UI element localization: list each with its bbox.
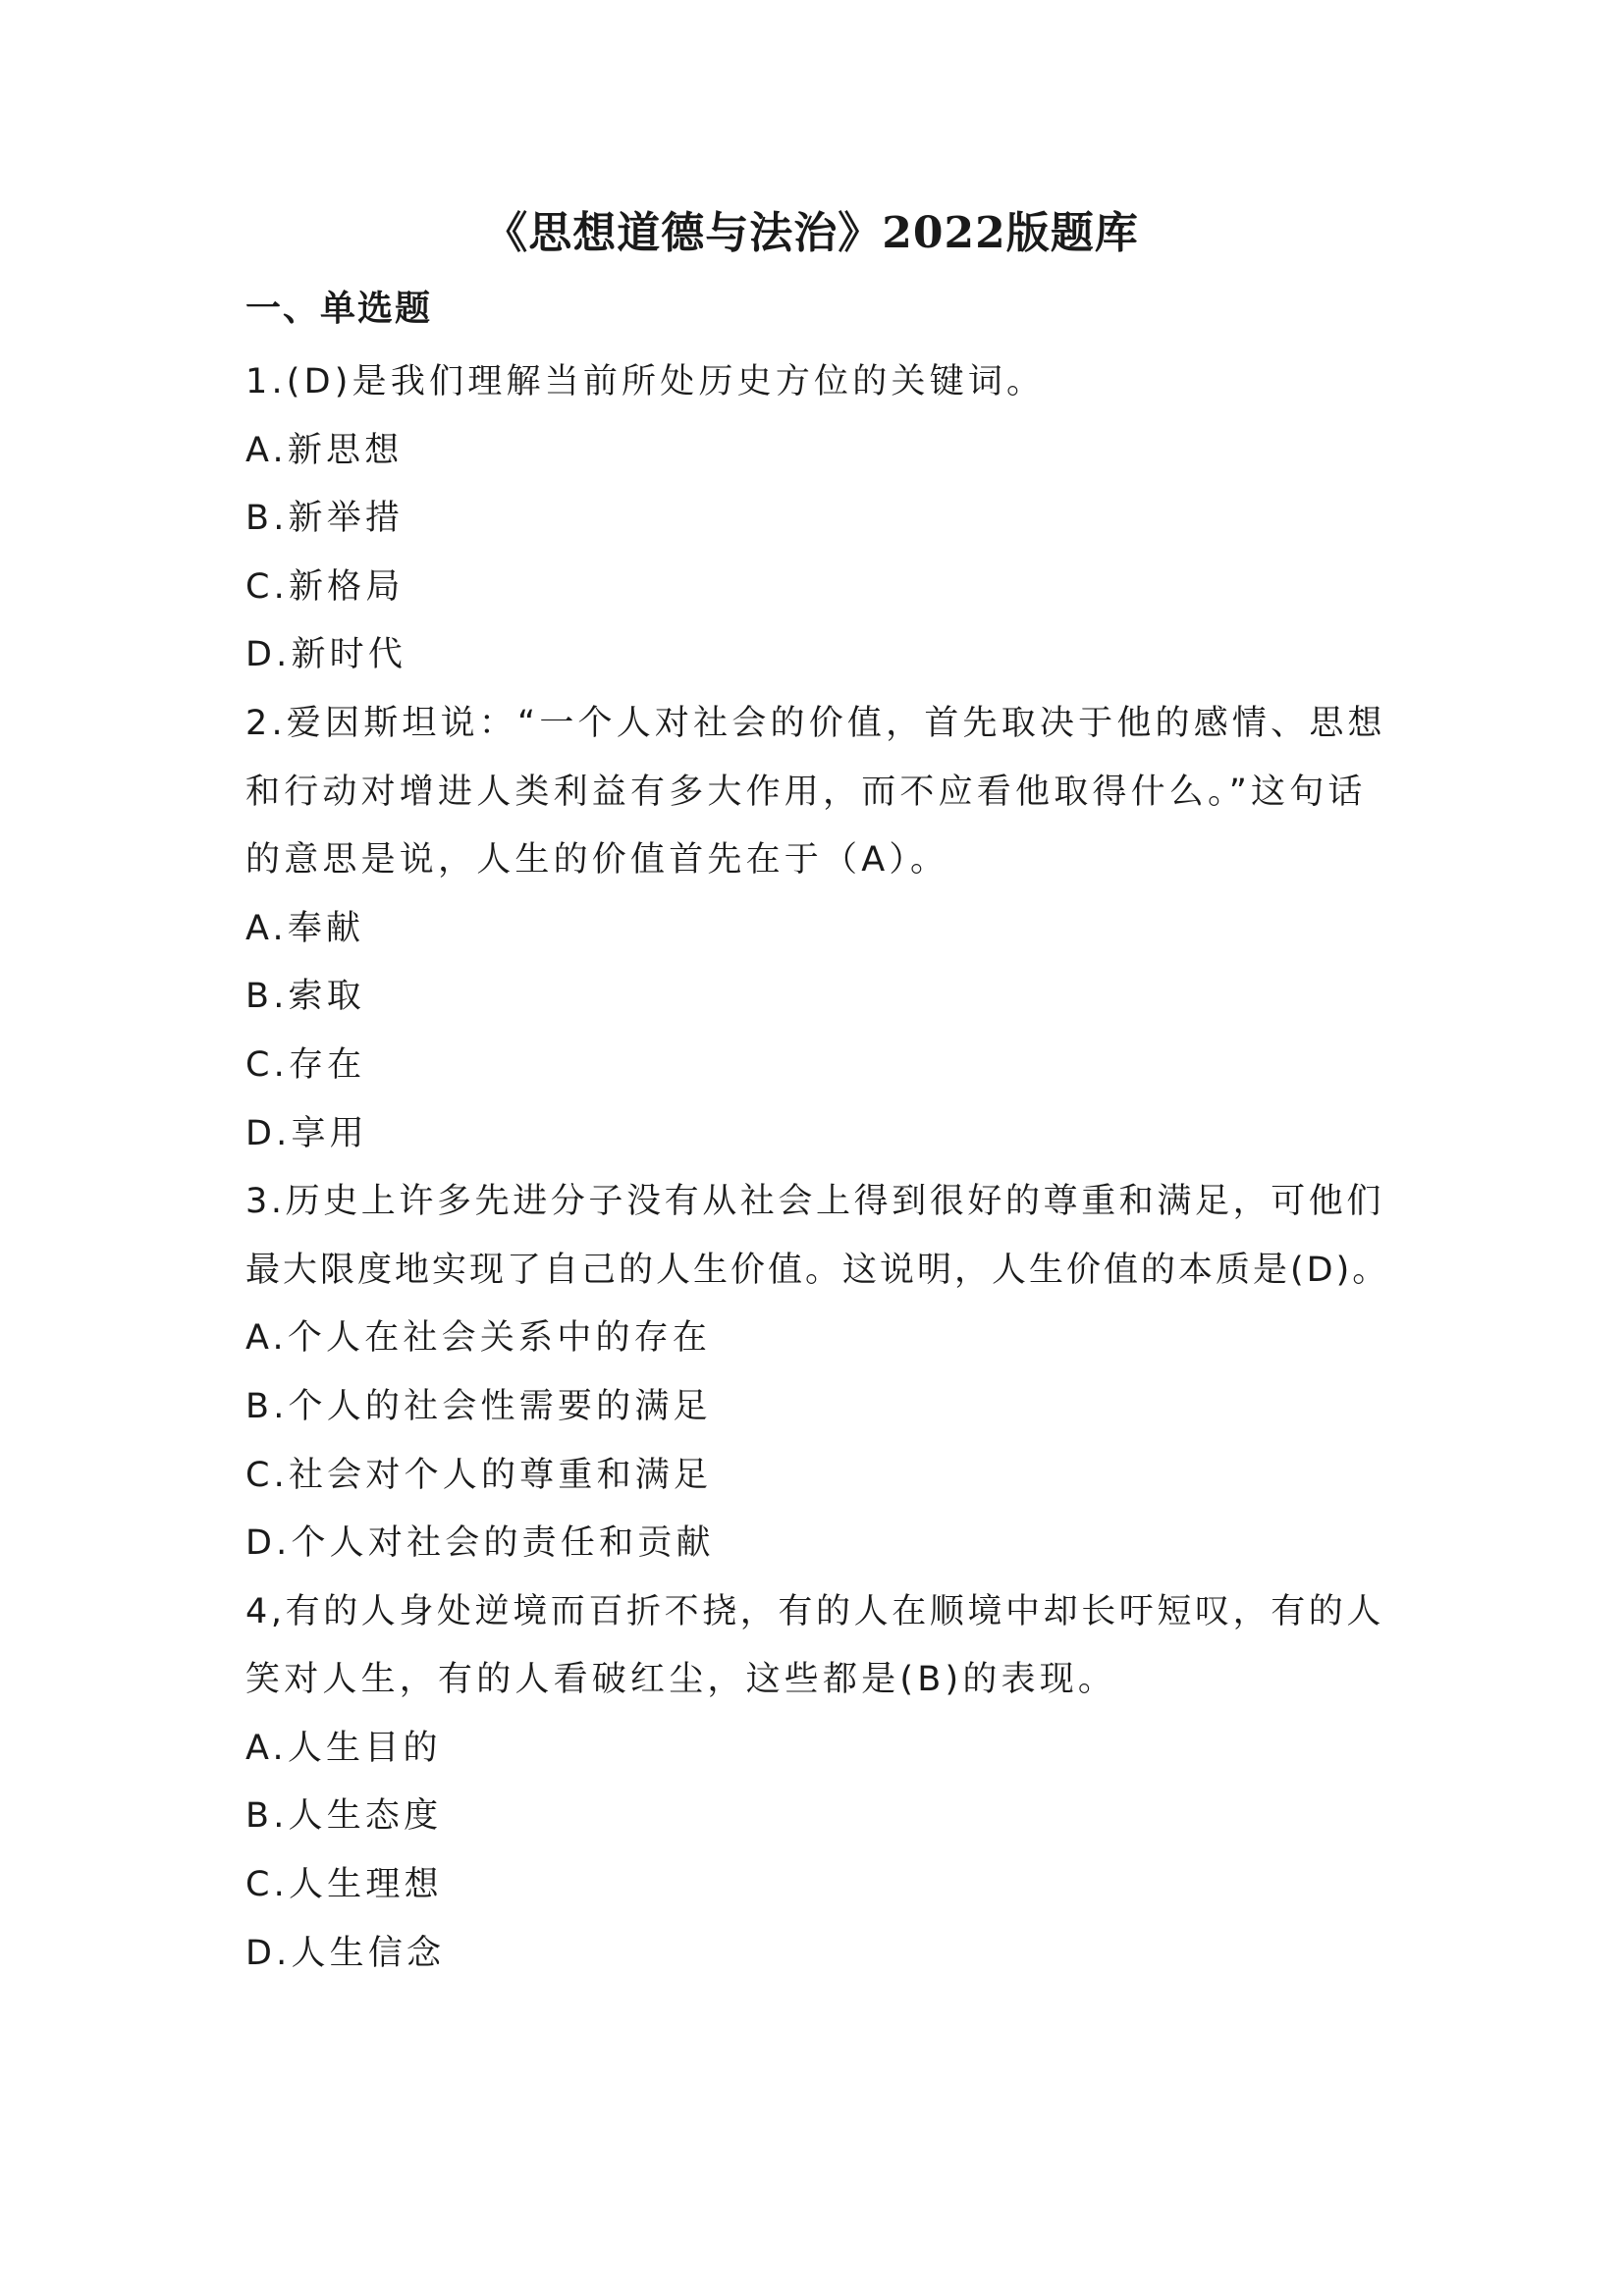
option-a: A.人生目的	[245, 1728, 442, 1768]
question-list	[245, 348, 1389, 1988]
question-stem-line: 的意思是说，人生的价值首先在于（A）。	[245, 840, 949, 881]
option-b: B.索取	[245, 977, 365, 1017]
option-d: D.享用	[245, 1113, 368, 1153]
option-c: C.人生理想	[245, 1865, 443, 1905]
option-d: D.新时代	[245, 635, 407, 675]
question-stem-line: 最大限度地实现了自己的人生价值。这说明，人生价值的本质是(D)。	[245, 1250, 1390, 1290]
question-3	[245, 1168, 1389, 1578]
option-b: B.新举措	[245, 499, 405, 539]
question-stem-line: 和行动对增进人类利益有多大作用，而不应看他取得什么。”这句话	[245, 772, 1367, 812]
question-2	[245, 690, 1389, 1168]
option-a: A.奉献	[245, 908, 365, 948]
section-heading: 一、单选题	[245, 289, 433, 329]
option-a: A.个人在社会关系中的存在	[245, 1318, 712, 1359]
option-c: C.存在	[245, 1044, 366, 1085]
question-stem: 1.(D)是我们理解当前所处历史方位的关键词。	[245, 362, 1046, 401]
question-stem-line: 4,有的人身处逆境而百折不挠，有的人在顺境中却长吁短叹，有的人	[245, 1591, 1384, 1631]
option-a: A.新思想	[245, 430, 404, 470]
option-b: B.个人的社会性需要的满足	[245, 1386, 712, 1426]
question-stem-line: 笑对人生，有的人看破红尘，这些都是(B)的表现。	[245, 1660, 1117, 1700]
question-stem-line: 3.历史上许多先进分子没有从社会上得到很好的尊重和满足，可他们	[245, 1182, 1384, 1222]
document-title: 《思想道德与法治》2022版题库	[484, 208, 1139, 258]
option-c: C.社会对个人的尊重和满足	[245, 1455, 713, 1495]
option-c: C.新格局	[245, 566, 405, 607]
question-1	[245, 348, 1389, 690]
option-b: B.人生态度	[245, 1796, 443, 1837]
question-4	[245, 1578, 1389, 1989]
option-d: D.人生信念	[245, 1933, 446, 1973]
option-d: D.个人对社会的责任和贡献	[245, 1523, 715, 1564]
question-stem-line: 2.爱因斯坦说：“一个人对社会的价值，首先取决于他的感情、思想	[245, 703, 1386, 743]
